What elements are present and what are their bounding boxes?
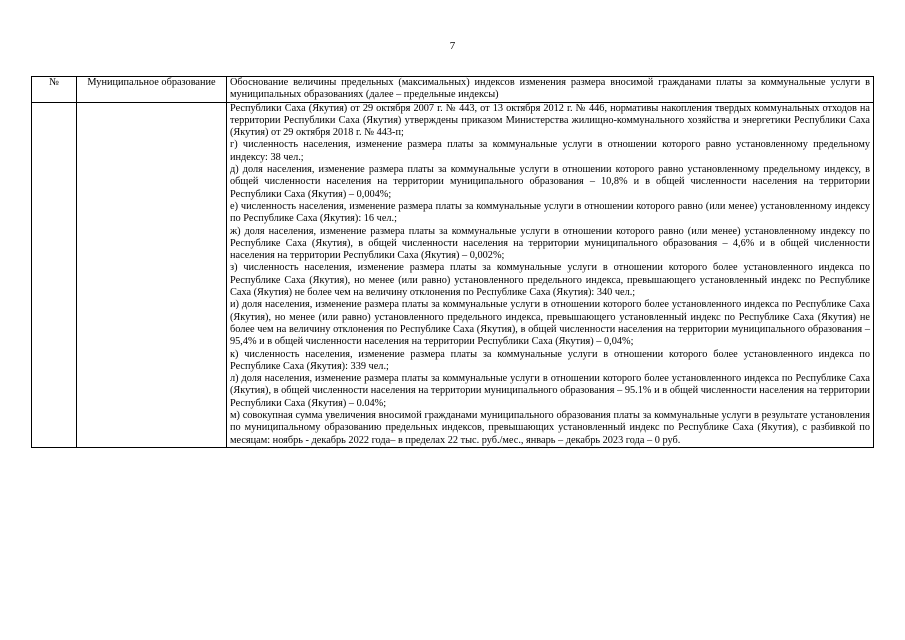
paragraph-zh: ж) доля населения, изменение размера платы за коммунальные услуги в отношении которого равно (или менее) установленному индексу по Республике Саха (Якутия), в общей численности населения на территории муниципального образования – 4,6% и в общей численности населения на территории Республики Саха (Якутия) – 0,002%; <box>230 225 870 262</box>
cell-number <box>32 102 77 447</box>
header-number: № <box>32 77 77 103</box>
paragraph-m: м) совокупная сумма увеличения вносимой гражданами муниципального образования платы за коммунальные услуги в результате установления по муниципальному образованию предельных индексов, превышающих установленный индекс по Республике Саха (Якутия), с разбивкой по месяцам: ноябрь - декабрь 2022 года– в пределах 22 тыс. руб./мес., январь – декабрь 2023 года – 0 руб. <box>230 410 870 446</box>
page-number: 7 <box>449 40 456 52</box>
paragraph-z: з) численность населения, изменение размера платы за коммунальные услуги в отношении которого более установленного индекса по Республике Саха (Якутия), но менее (или равно) установленного предельного индекса, превышающего установленный индекс по Республике Саха (Якутия) не более чем на величину отклонения по Республике Саха (Якутия): 340 чел.; <box>230 262 870 299</box>
paragraph-k: к) численность населения, изменение размера платы за коммунальные услуги в отношении которого более установленного индекса по Республике Саха (Якутия): 339 чел.; <box>230 348 870 372</box>
paragraph-i: и) доля населения, изменение размера платы за коммунальные услуги в отношении которого более установленного индекса по Республике Саха (Якутия), но менее (или равно) установленного предельного индекса, превышающего установленный индекс по Республике Саха (Якутия) не более чем на величину отклонения по Республике Саха (Якутия), в общей численности населения на территории муниципального образования – 95,4% и в общей численности населения на территории Республики Саха (Якутия) – 0,04%; <box>230 299 870 348</box>
header-justification: Обоснование величины предельных (максимальных) индексов изменения размера вносимой гражданами платы за коммунальные услуги в муниципальных образованиях (далее – предельные индексы) <box>227 77 874 103</box>
paragraph-l: л) доля населения, изменение размера платы за коммунальные услуги в отношении которого более установленного индекса по Республике Саха (Якутия), в общей численности населения на территории муниципального образования – 95.1% и в общей численности населения на территории Республики Саха (Якутия) – 0.04%; <box>230 373 870 409</box>
cell-justification <box>227 102 874 447</box>
cell-municipality <box>77 102 227 447</box>
header-municipality: Муниципальное образование <box>77 77 227 103</box>
paragraph-g: г) численность населения, изменение размера платы за коммунальные услуги в отношении которого равно установленному предельному индексу: 38 чел.; <box>230 139 870 163</box>
paragraph-e: е) численность населения, изменение размера платы за коммунальные услуги в отношении которого равно (или менее) установленному индексу по Республике Саха (Якутия): 16 чел.; <box>230 200 870 225</box>
justification-table <box>31 76 874 448</box>
paragraph-continuation: Республики Саха (Якутия) от 29 октября 2007 г. № 443, от 13 октября 2012 г. № 446, нормативы накопления твердых коммунальных отходов на территории Республики Саха (Якутия) утверждены приказом Министерства жилищно-коммунального хозяйства и энергетики Республики Саха (Якутия) от 29 октября 2018 г. № 443-п; <box>230 102 870 139</box>
table-header-row <box>32 77 874 103</box>
table-row <box>32 102 874 447</box>
paragraph-d: д) доля населения, изменение размера платы за коммунальные услуги в отношении которого равно установленному предельному индексу, в общей численности населения на территории муниципального образования – 10,8% и в общей численности населения на территории Республики Саха (Якутия) – 0,004%; <box>230 164 870 200</box>
